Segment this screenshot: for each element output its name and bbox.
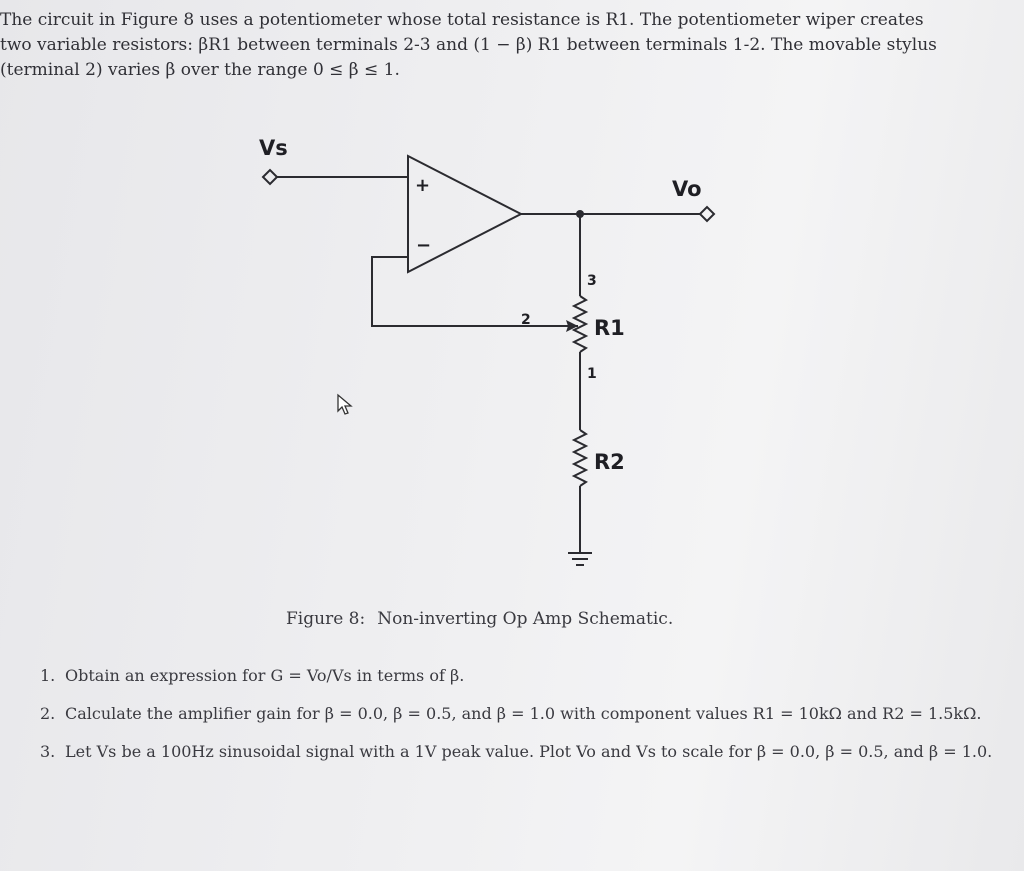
question-text: Calculate the amplifier gain for β = 0.0, β = 0.5, and β = 1.0 with component values R1 = 10kΩ and R2 = 1.5kΩ.: [65, 704, 982, 723]
question-text: Let Vs be a 100Hz sinusoidal signal with a 1V peak value. Plot Vo and Vs to scale for β = 0.0, β = 0.5, and β = 1.0.: [65, 742, 993, 761]
question-item: [40, 703, 1000, 725]
plus-sign: +: [415, 175, 431, 196]
intro-line-3: (terminal 2) varies β over the range 0 ≤ β ≤ 1.: [0, 60, 400, 80]
question-number: 1.: [40, 666, 56, 685]
question-item: [40, 665, 1000, 687]
figure-number: Figure 8:: [286, 609, 366, 629]
feedback-wire: [372, 257, 560, 326]
question-list: [40, 665, 1000, 779]
vs-terminal: [263, 170, 277, 184]
figure-caption-text: Non-inverting Op Amp Schematic.: [377, 609, 674, 629]
vo-terminal: [700, 207, 714, 221]
mouse-cursor-icon: [336, 393, 356, 417]
intro-line-2: two variable resistors: βR1 between terminals 2-3 and (1 − β) R1 between terminals 1-2. The movable stylus: [0, 35, 937, 55]
r2-resistor: [574, 430, 586, 486]
r1-resistor: [574, 296, 586, 352]
question-text: Obtain an expression for G = Vo/Vs in terms of β.: [65, 666, 465, 685]
pin-1-label: 1: [587, 366, 597, 382]
vs-label: Vs: [259, 136, 288, 160]
question-item: [40, 741, 1000, 763]
r1-label: R1: [594, 316, 625, 340]
output-node-dot: [576, 210, 584, 218]
question-number: 3.: [40, 742, 56, 761]
pin-2-label: 2: [521, 312, 531, 328]
r2-label: R2: [594, 450, 625, 474]
pin-3-label: 3: [587, 273, 597, 289]
figure-caption: [286, 609, 673, 629]
vo-label: Vo: [672, 177, 702, 201]
minus-sign: −: [416, 235, 432, 256]
question-number: 2.: [40, 704, 56, 723]
intro-line-1: The circuit in Figure 8 uses a potentiometer whose total resistance is R1. The potentiometer wiper creates: [0, 10, 924, 30]
